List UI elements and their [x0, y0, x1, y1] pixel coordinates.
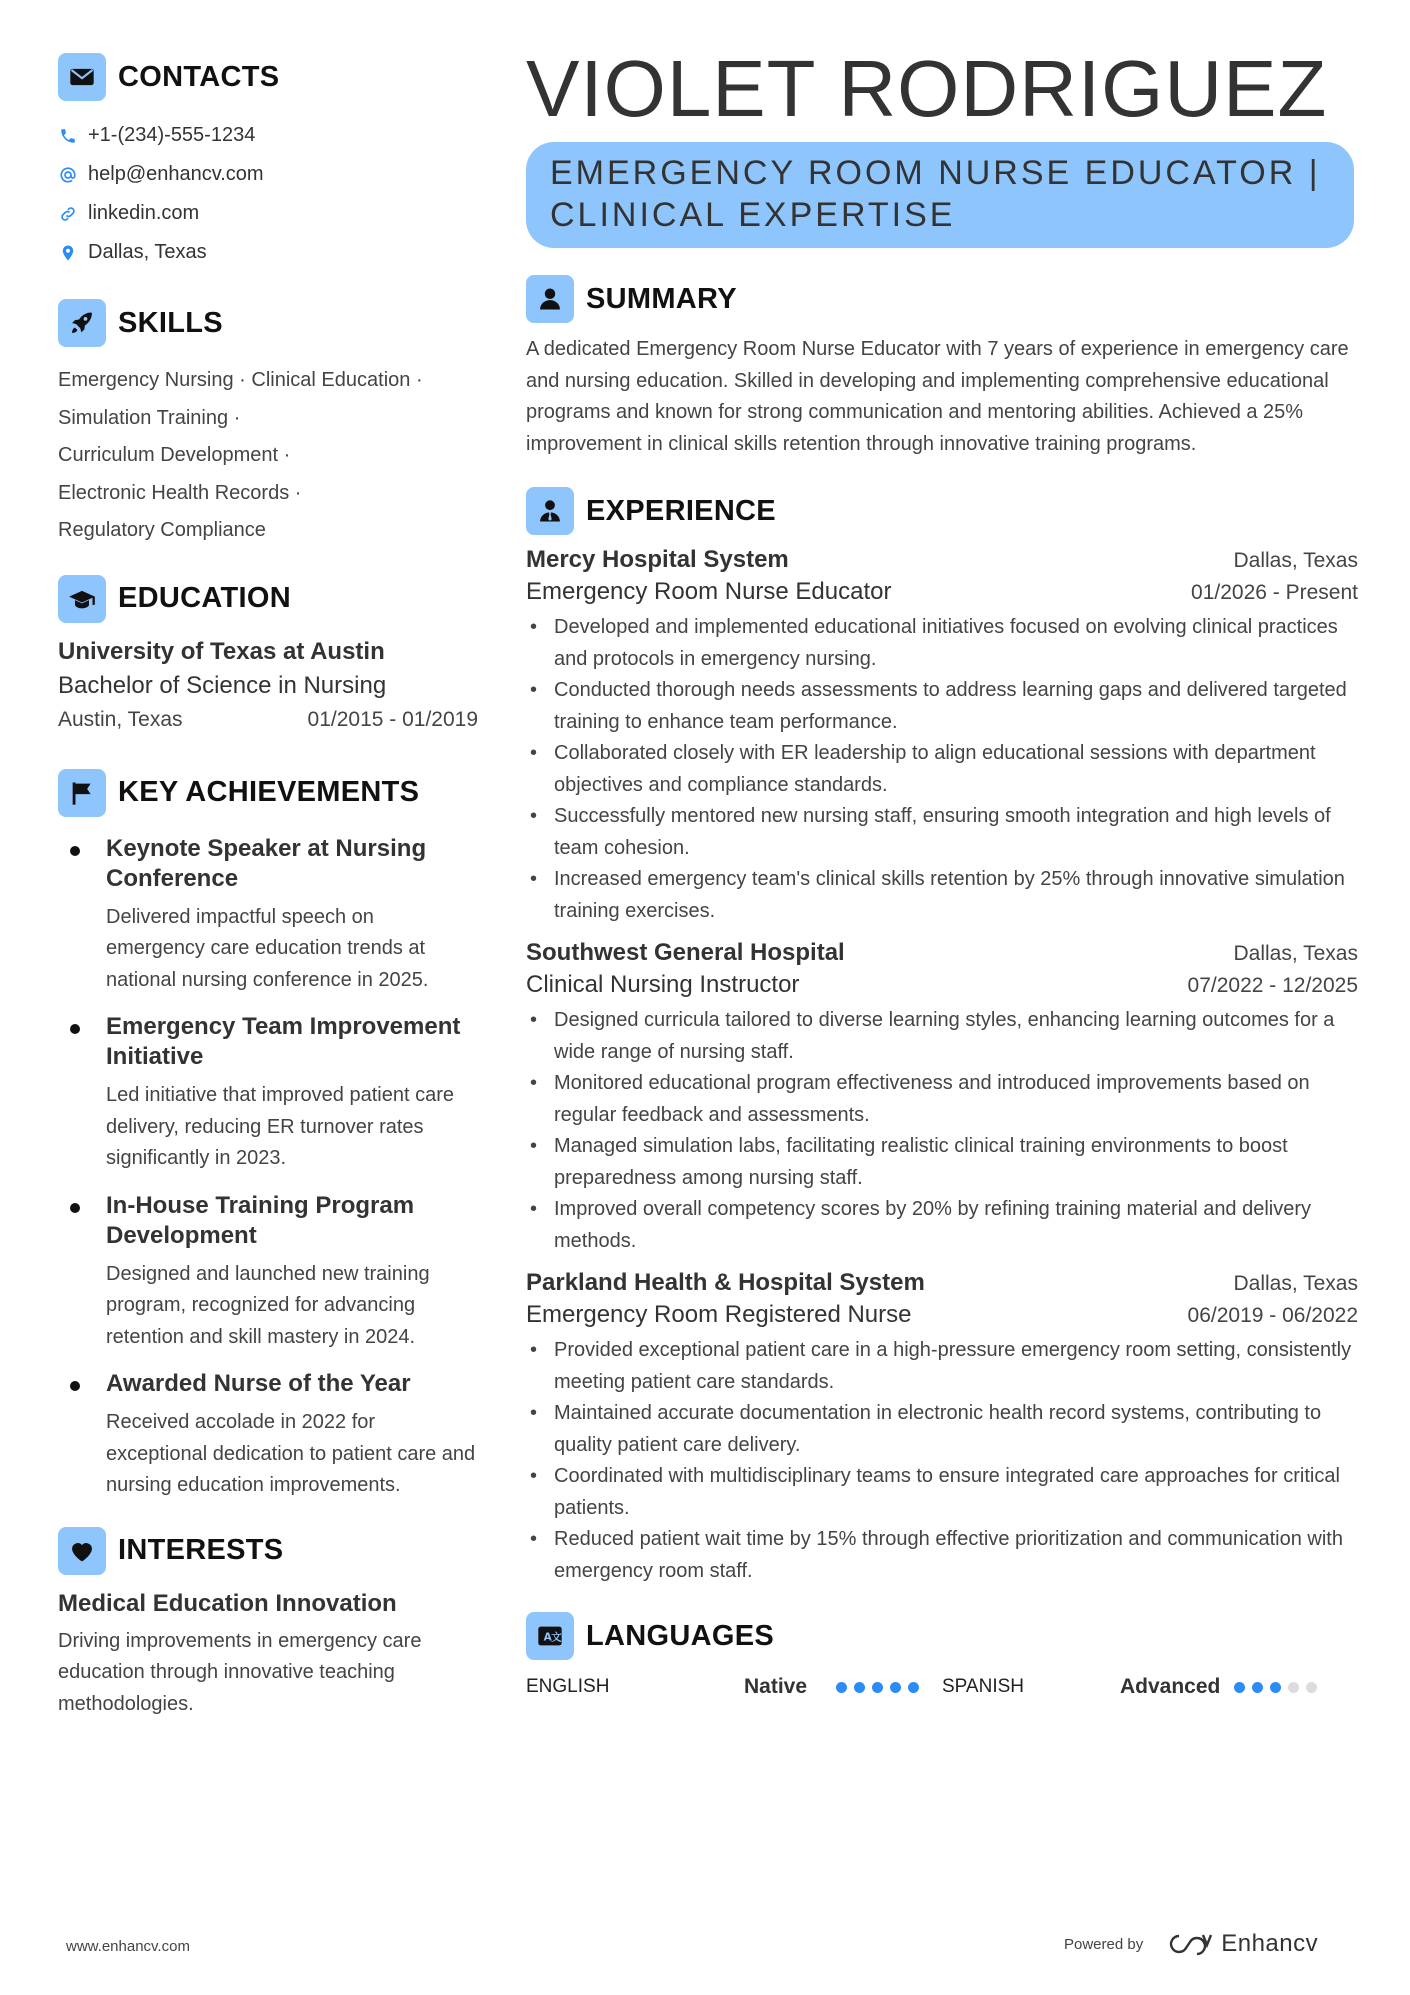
rating-dot-filled: [908, 1682, 919, 1693]
job-bullet: • Coordinated with multidisciplinary teams to ensure integrated care approaches for critical patients.: [526, 1461, 1358, 1524]
right-column: [526, 44, 1358, 1699]
achievement-item: [58, 1012, 478, 1175]
job-company: Southwest General Hospital: [526, 939, 845, 966]
link-icon: [58, 204, 78, 224]
enhancv-logo-icon: [1167, 1931, 1213, 1957]
footer-website[interactable]: www.enhancv.com: [66, 1938, 190, 1955]
location-text: Dallas, Texas: [88, 241, 207, 263]
contact-phone[interactable]: [58, 116, 478, 155]
achievement-title: In-House Training Program Development: [106, 1191, 415, 1249]
skill-item: Simulation Training: [58, 406, 229, 429]
footer-branding[interactable]: [1064, 1930, 1318, 1958]
languages-title: LANGUAGES: [586, 1619, 774, 1652]
languages-list: [526, 1675, 1358, 1699]
svg-text:A: A: [543, 1631, 552, 1644]
job-company: Mercy Hospital System: [526, 546, 789, 573]
brand-name: Enhancv: [1221, 1930, 1319, 1957]
job-header: [526, 1269, 1358, 1297]
phone-text: +1-(234)-555-1234: [88, 124, 256, 146]
job-bullets: [526, 612, 1358, 927]
achievement-title: Emergency Team Improvement Initiative: [106, 1013, 461, 1070]
phone-icon: [58, 126, 78, 146]
at-icon: [58, 165, 78, 185]
skill-item: Curriculum Development: [58, 444, 279, 466]
job-bullets: [526, 1005, 1358, 1257]
job-bullet: • Increased emergency team's clinical skills retention by 25% through innovative simulation training exercises.: [526, 864, 1358, 927]
job-bullet: • Designed curricula tailored to diverse learning styles, enhancing learning outcomes for a wide range of nursing staff.: [526, 1005, 1358, 1068]
job-subheader: [526, 578, 1358, 606]
achievement-desc: Designed and launched new training program, recognized for advancing retention and skill mastery in 2024.: [106, 1262, 430, 1348]
skill-item: Clinical Education: [251, 369, 411, 391]
rating-dot-filled: [890, 1682, 901, 1693]
rating-dot-filled: [872, 1682, 883, 1693]
contact-email[interactable]: [58, 155, 478, 194]
skills-list: Emergency Nursing · Clinical Education · Simulation Training · Curriculum Development · Electronic Health Records · Regulatory Compliance: [58, 369, 423, 541]
job-bullet: • Conducted thorough needs assessments to address learning gaps and delivered targeted training to enhance team performance.: [526, 675, 1358, 738]
education-meta: [58, 708, 478, 732]
job-header: [526, 546, 1358, 574]
summary-heading: [526, 274, 1358, 324]
envelope-icon: [58, 53, 106, 101]
interest-title: Medical Education Innovation: [58, 1589, 397, 1617]
job-bullets: [526, 1335, 1358, 1587]
education-dates: 01/2015 - 01/2019: [307, 707, 478, 731]
job-bullet: • Monitored educational program effectiveness and introduced improvements based on regular feedback and assessments.: [526, 1068, 1358, 1131]
job-role: Emergency Room Nurse Educator: [526, 578, 892, 605]
experience-heading: [526, 486, 1358, 536]
achievement-desc: Delivered impactful speech on emergency care education trends at national nursing conference in 2025.: [106, 905, 429, 991]
rocket-icon: [58, 299, 106, 347]
bullet-dot: [70, 1024, 80, 1034]
achievement-title: Keynote Speaker at Nursing Conference: [106, 834, 427, 892]
interests-title: INTERESTS: [118, 1534, 284, 1566]
summary-text: A dedicated Emergency Room Nurse Educator with 7 years of experience in emergency care and nursing education. Skilled in developing and implementing comprehensive educational programs and known for strong communication and mentoring abilities. Achieved a 25% improvement in clinical skills retention through innovative training programs.: [526, 338, 1349, 455]
job-entry: [526, 939, 1358, 1257]
skill-item: Electronic Health Records: [58, 481, 290, 504]
job-dates: 07/2022 - 12/2025: [1187, 974, 1358, 997]
job-dates: 06/2019 - 06/2022: [1187, 1304, 1358, 1327]
job-location: Dallas, Texas: [1233, 942, 1358, 965]
interest-item: [58, 1590, 478, 1721]
job-bullet: • Reduced patient wait time by 15% through effective prioritization and communication with emergency room staff.: [526, 1524, 1358, 1587]
job-location: Dallas, Texas: [1233, 1272, 1358, 1295]
achievement-desc: Led initiative that improved patient care delivery, reducing ER turnover rates significantly in 2023.: [106, 1084, 454, 1169]
job-bullet: • Improved overall competency scores by 20% by refining training material and delivery methods.: [526, 1194, 1358, 1257]
bullet-dot: [70, 846, 80, 856]
rating-dot-empty: [1288, 1682, 1299, 1693]
powered-by-label: Powered by: [1064, 1935, 1144, 1953]
email-text: help@enhancv.com: [88, 163, 264, 185]
rating-dot-filled: [836, 1682, 847, 1693]
achievements-list: [58, 834, 478, 1502]
summary-title: SUMMARY: [586, 282, 737, 315]
rating-dot-filled: [854, 1682, 865, 1693]
language-rating: [836, 1682, 942, 1693]
job-bullet: • Maintained accurate documentation in electronic health record systems, contributing to quality patient care delivery.: [526, 1398, 1358, 1461]
job-bullet: • Managed simulation labs, facilitating realistic clinical training environments to boost preparedness among nursing staff.: [526, 1131, 1358, 1194]
languages-heading: [526, 1611, 1358, 1661]
skill-item: Emergency Nursing: [58, 369, 234, 391]
education-heading: [58, 574, 478, 624]
contact-website[interactable]: [58, 194, 478, 233]
achievements-heading: [58, 768, 478, 818]
job-bullet: • Collaborated closely with ER leadership to align educational sessions with department objectives and compliance standards.: [526, 738, 1358, 801]
experience-title: EXPERIENCE: [586, 494, 776, 527]
achievement-item: [58, 1369, 478, 1502]
education-title: EDUCATION: [118, 582, 291, 614]
website-text: linkedin.com: [88, 202, 200, 224]
education-degree: Bachelor of Science in Nursing: [58, 671, 387, 699]
job-entry: [526, 1269, 1358, 1587]
contacts-heading: [58, 52, 478, 102]
language-level: Native: [744, 1675, 808, 1698]
education-entry: [58, 638, 478, 732]
job-header: [526, 939, 1358, 967]
language-name: SPANISH: [942, 1676, 1025, 1697]
job-role: Emergency Room Registered Nurse: [526, 1301, 912, 1328]
bullet-dot: [70, 1381, 80, 1391]
language-name: ENGLISH: [526, 1676, 610, 1697]
interest-desc: Driving improvements in emergency care education through innovative teaching methodologies.: [58, 1629, 422, 1715]
education-location: Austin, Texas: [58, 707, 183, 731]
job-subheader: [526, 1301, 1358, 1329]
skills-heading: [58, 298, 478, 348]
rating-dot-filled: [1234, 1682, 1245, 1693]
left-column: [58, 52, 478, 1720]
skill-item: Regulatory Compliance: [58, 519, 266, 541]
education-school: University of Texas at Austin: [58, 637, 385, 665]
job-entry: [526, 546, 1358, 927]
heart-icon: [58, 1527, 106, 1575]
user-tie-icon: [526, 487, 574, 535]
achievement-desc: Received accolade in 2022 for exceptional dedication to patient care and nursing education improvements.: [106, 1411, 476, 1496]
rating-dot-filled: [1270, 1682, 1281, 1693]
flag-icon: [58, 769, 106, 817]
achievements-title: KEY ACHIEVEMENTS: [118, 776, 420, 808]
user-icon: [526, 275, 574, 323]
rating-dot-empty: [1306, 1682, 1317, 1693]
skills-title: SKILLS: [118, 306, 223, 339]
language-level: Advanced: [1120, 1675, 1221, 1698]
achievement-item: [58, 834, 478, 997]
job-location: Dallas, Texas: [1233, 549, 1358, 572]
bullet-dot: [70, 1203, 80, 1213]
job-bullet: • Successfully mentored new nursing staff, ensuring smooth integration and high levels of team cohesion.: [526, 801, 1358, 864]
job-bullet: • Developed and implemented educational initiatives focused on evolving clinical practices and protocols in emergency nursing.: [526, 612, 1358, 675]
rating-dot-filled: [1252, 1682, 1263, 1693]
svg-text:文: 文: [551, 1631, 562, 1644]
job-role: Clinical Nursing Instructor: [526, 971, 800, 998]
map-pin-icon: [58, 243, 78, 263]
contact-location: [58, 233, 478, 272]
job-company: Parkland Health & Hospital System: [526, 1269, 925, 1296]
job-subheader: [526, 971, 1358, 999]
translate-icon: [526, 1612, 574, 1660]
contacts-title: CONTACTS: [118, 60, 280, 93]
interests-heading: [58, 1526, 478, 1576]
language-rating: [1234, 1682, 1317, 1693]
job-bullet: • Provided exceptional patient care in a high-pressure emergency room setting, consistently meeting patient care standards.: [526, 1335, 1358, 1398]
achievement-title: Awarded Nurse of the Year: [106, 1370, 411, 1397]
candidate-title: EMERGENCY ROOM NURSE EDUCATOR | CLINICAL EXPERTISE: [526, 142, 1354, 248]
graduation-cap-icon: [58, 575, 106, 623]
candidate-name: VIOLET RODRIGUEZ: [526, 44, 1328, 133]
contact-list: [58, 116, 478, 272]
achievement-item: [58, 1191, 478, 1354]
job-dates: 01/2026 - Present: [1191, 581, 1358, 604]
